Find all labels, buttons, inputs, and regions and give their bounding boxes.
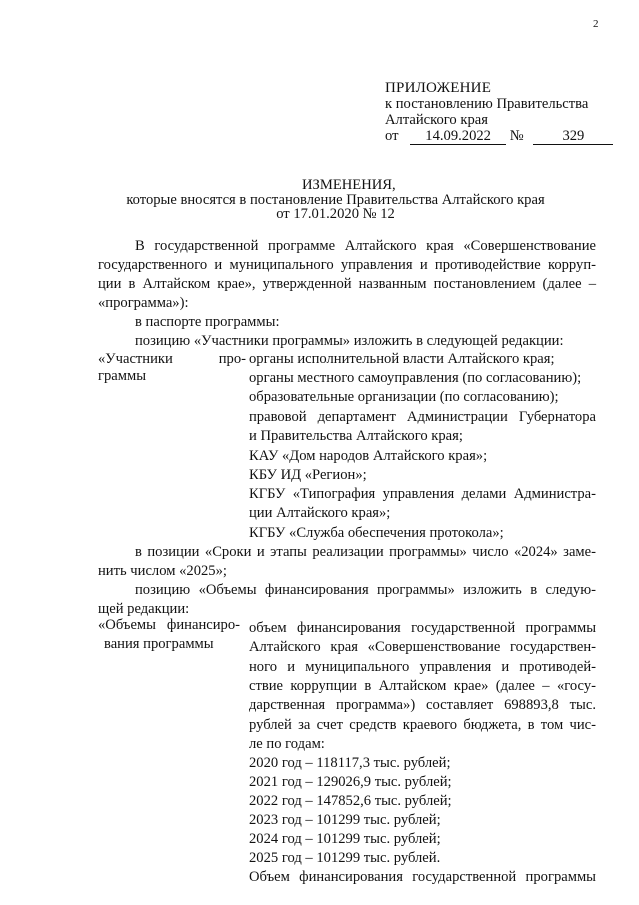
heading-line-2: от 17.01.2020 № 12 <box>276 206 395 222</box>
participants-label-line-2: граммы <box>98 368 147 384</box>
from-label: от <box>385 128 399 144</box>
financing-value-line: ного и муниципального управления и противодей- <box>249 659 596 675</box>
financing-value-line: ствие коррупции в Алтайском крае» (далее – «госу- <box>249 678 596 694</box>
financing-value-line: ле по годам: <box>249 736 325 752</box>
financing-label-line-2: вания программы <box>104 636 214 652</box>
financing-value-line: рублей за счет средств краевого бюджета, в том чис- <box>249 717 596 733</box>
financing-value-line: Алтайского края «Совершенствование государствен- <box>249 639 596 655</box>
financing-year-2021: 2021 год – 129026,9 тыс. рублей; <box>249 774 452 790</box>
financing-year-2024: 2024 год – 101299 тыс. рублей; <box>249 831 441 847</box>
paragraph-intro-line-1: В государственной программе Алтайского края «Совершенствование <box>135 238 596 254</box>
financing-year-2023: 2023 год – 101299 тыс. рублей; <box>249 812 441 828</box>
paragraph-terms-line-2: нить числом «2025»; <box>98 563 227 579</box>
paragraph-financing-intro-line-1: позицию «Объемы финансирования программы» изложить в следую- <box>135 582 596 598</box>
financing-value-line: Объем финансирования государственной программы <box>249 869 596 885</box>
participants-value-line: образовательные организации (по согласованию); <box>249 389 559 405</box>
paragraph-participants-intro: позицию «Участники программы» изложить в следующей редакции: <box>135 333 564 349</box>
appendix-date-line <box>385 128 613 145</box>
participants-value-line: КГБУ «Служба обеспечения протокола»; <box>249 525 504 541</box>
participants-value-line: КАУ «Дом народов Алтайского края»; <box>249 448 488 464</box>
page-number: 2 <box>593 18 599 30</box>
number-label: № <box>509 128 524 144</box>
heading-title: ИЗМЕНЕНИЯ, <box>302 177 396 193</box>
appendix-title: ПРИЛОЖЕНИЕ <box>385 80 492 96</box>
financing-year-2022: 2022 год – 147852,6 тыс. рублей; <box>249 793 452 809</box>
participants-label-line-1: «Участники про- <box>98 351 246 367</box>
paragraph-passport: в паспорте программы: <box>135 314 280 330</box>
heading-line-1: которые вносятся в постановление Правительства Алтайского края <box>126 192 545 208</box>
paragraph-terms-line-1: в позиции «Сроки и этапы реализации программы» число «2024» заме- <box>135 544 596 560</box>
paragraph-intro-line-2: государственного и муниципального управления и противодействие корруп- <box>98 257 596 273</box>
participants-value-line: и Правительства Алтайского края; <box>249 428 463 444</box>
paragraph-intro-line-4: «программа»): <box>98 295 189 311</box>
paragraph-financing-intro-line-2: щей редакции: <box>98 601 190 617</box>
participants-value-line: органы исполнительной власти Алтайского края; <box>249 351 555 367</box>
participants-value-line: ции Алтайского края»; <box>249 505 391 521</box>
financing-year-2020: 2020 год – 118117,3 тыс. рублей; <box>249 755 451 771</box>
financing-value-line: дарственная программа») составляет 698893,8 тыс. <box>249 697 596 713</box>
participants-value-line: органы местного самоуправления (по согласованию); <box>249 370 582 386</box>
participants-value-line: правовой департамент Администрации Губернатора <box>249 409 596 425</box>
financing-value-line: объем финансирования государственной программы <box>249 620 596 636</box>
paragraph-intro-line-3: ции в Алтайском крае», утвержденной названным постановлением (далее – <box>98 276 596 292</box>
decree-date: 14.09.2022 <box>410 129 506 145</box>
participants-value-line: КБУ ИД «Регион»; <box>249 467 367 483</box>
financing-year-2025: 2025 год – 101299 тыс. рублей. <box>249 850 441 866</box>
appendix-line-2: Алтайского края <box>385 112 488 128</box>
appendix-line-1: к постановлению Правительства <box>385 96 589 112</box>
decree-number: 329 <box>533 129 613 145</box>
financing-label-line-1: «Объемы финансиро- <box>98 617 240 633</box>
participants-value-line: КГБУ «Типография управления делами Администра- <box>249 486 596 502</box>
